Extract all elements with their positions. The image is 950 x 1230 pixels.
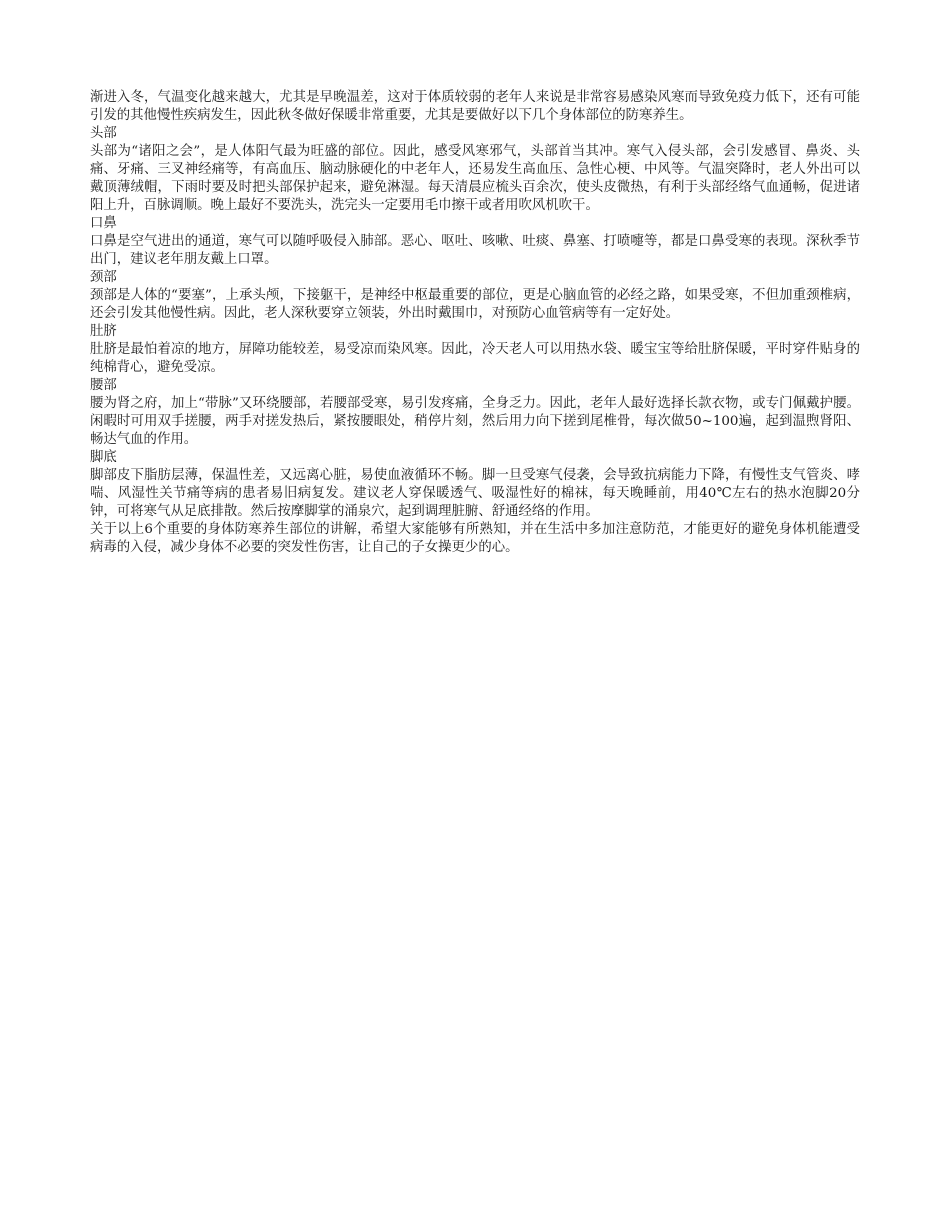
section-heading-head: 头部: [90, 126, 117, 141]
section-body-feet: 脚部皮下脂肪层薄，保温性差，又远离心脏，易使血液循环不畅。脚一旦受寒气侵袭，会导致抗病能力下降，有慢性支气管炎、哮喘、风湿性关节痛等病的患者易旧病复发。建议老人穿保暖透气、吸湿性好的棉袜，每天晚睡前，用40℃左右的热水泡脚20分钟，可将寒气从足底排散。然后按摩脚掌的涌泉穴，起到调理脏腑、舒通经络的作用。: [90, 468, 860, 519]
section-heading-mouth-nose: 口鼻: [90, 216, 117, 231]
document-body: [90, 89, 860, 557]
section-heading-waist: 腰部: [90, 378, 117, 393]
section-heading-feet: 脚底: [90, 450, 117, 465]
section-body-waist: 腰为肾之府，加上“带脉”又环绕腰部，若腰部受寒，易引发疼痛，全身乏力。因此，老年人最好选择长款衣物，或专门佩戴护腰。闲暇时可用双手搓腰，两手对搓发热后，紧按腰眼处，稍停片刻，然后用力向下搓到尾椎骨，每次做50~100遍，起到温煦肾阳、畅达气血的作用。: [90, 396, 860, 447]
conclusion-paragraph: 关于以上6个重要的身体防寒养生部位的讲解，希望大家能够有所熟知，并在生活中多加注意防范，才能更好的避免身体机能遭受病毒的入侵，减少身体不必要的突发性伤害，让自己的子女操更少的心。: [90, 522, 860, 555]
section-body-neck: 颈部是人体的“要塞”，上承头颅，下接躯干，是神经中枢最重要的部位，更是心脑血管的必经之路，如果受寒，不但加重颈椎病，还会引发其他慢性病。因此，老人深秋要穿立领装，外出时戴围巾，对预防心血管病等有一定好处。: [90, 288, 860, 321]
section-body-head: 头部为“诸阳之会”，是人体阳气最为旺盛的部位。因此，感受风寒邪气，头部首当其冲。寒气入侵头部，会引发感冒、鼻炎、头痛、牙痛、三叉神经痛等，有高血压、脑动脉硬化的中老年人，还易发生高血压、急性心梗、中风等。气温突降时，老人外出可以戴顶薄绒帽，下雨时要及时把头部保护起来，避免淋湿。每天清晨应梳头百余次，使头皮微热，有利于头部经络气血通畅，促进诸阳上升，百脉调顺。晚上最好不要洗头，洗完头一定要用毛巾擦干或者用吹风机吹干。: [90, 144, 860, 213]
section-heading-navel: 肚脐: [90, 324, 117, 339]
intro-paragraph: 渐进入冬，气温变化越来越大，尤其是早晚温差，这对于体质较弱的老年人来说是非常容易感染风寒而导致免疫力低下，还有可能引发的其他慢性疾病发生，因此秋冬做好保暖非常重要，尤其是要做好以下几个身体部位的防寒养生。: [90, 90, 860, 123]
section-body-mouth-nose: 口鼻是空气进出的通道，寒气可以随呼吸侵入肺部。恶心、呕吐、咳嗽、吐痰、鼻塞、打喷嚏等，都是口鼻受寒的表现。深秋季节出门，建议老年朋友戴上口罩。: [90, 234, 860, 267]
section-body-navel: 肚脐是最怕着凉的地方，屏障功能较差，易受凉而染风寒。因此，冷天老人可以用热水袋、暖宝宝等给肚脐保暖，平时穿件贴身的纯棉背心，避免受凉。: [90, 342, 860, 375]
section-heading-neck: 颈部: [90, 270, 117, 285]
